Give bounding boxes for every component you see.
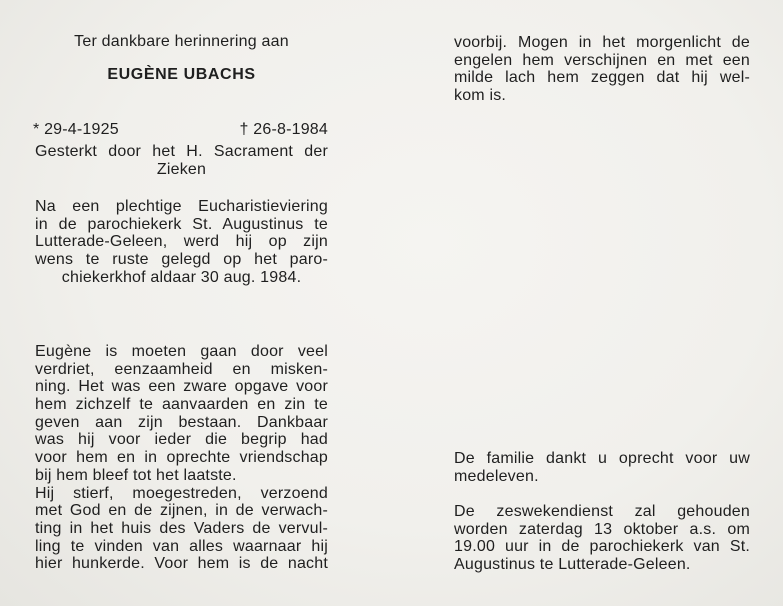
tribute-line: Eugène is moeten gaan door veel: [35, 343, 328, 360]
tribute-line: Hij stierf, moegestreden, verzoend: [35, 484, 328, 502]
funeral-line: Lutterade-Geleen, werd hij op zijn: [35, 233, 328, 251]
tribute-line: voor hem en in oprechte vriendschap: [35, 449, 328, 467]
tribute-continued-line: engelen hem verschijnen en met een: [454, 51, 750, 69]
dedication-text: Ter dankbare herinnering aan: [74, 33, 289, 50]
tribute-continued-paragraph: [454, 34, 750, 105]
tribute-line: geven aan zijn bestaan. Dankbaar: [35, 413, 328, 431]
funeral-paragraph: [35, 198, 328, 286]
tribute-line: ling te vinden van alles waarnaar hij: [35, 537, 328, 555]
tribute-line: ning. Het was een zware opgave voor: [35, 378, 328, 396]
thanks-line: De familie dankt u oprecht voor uw: [454, 450, 750, 467]
tribute-line: met God en de zijnen, in de verwach-: [35, 502, 328, 520]
funeral-line: chiekerkhof aldaar 30 aug. 1984.: [61, 268, 302, 286]
service-line: 19.00 uur in de parochiekerk van St.: [454, 538, 750, 556]
life-dates: [35, 121, 328, 139]
tribute-line: was hij voor ieder die begrip had: [35, 431, 328, 449]
name-block: [35, 66, 328, 84]
tribute-line: verdriet, eenzaamheid en misken-: [35, 360, 328, 378]
funeral-line: wens te ruste gelegd op het paro-: [35, 251, 328, 269]
funeral-line: in de parochiekerk St. Augustinus te: [35, 215, 328, 233]
thanks-line: medeleven.: [454, 467, 539, 485]
sacrament-line: Zieken: [156, 160, 207, 178]
deceased-name: EUGÈNE UBACHS: [107, 66, 256, 83]
tribute-line: hier hunkerde. Voor hem is de nacht: [35, 555, 328, 573]
tribute-continued-line: kom is.: [454, 87, 507, 105]
tribute-line: ting in het huis des Vaders de vervul-: [35, 519, 328, 537]
sacrament-line: Gesterkt door het H. Sacrament der: [35, 143, 328, 160]
tribute-paragraph: [35, 343, 328, 573]
dates-block: [35, 121, 328, 139]
birth-date: * 29-4-1925: [33, 121, 119, 138]
sacrament-block: [35, 143, 328, 178]
tribute-continued-line: milde lach hem zeggen dat hij wel-: [454, 69, 750, 87]
dedication-block: [35, 33, 328, 51]
service-line: De zeswekendienst zal gehouden: [454, 503, 750, 520]
tribute-continued-line: voorbij. Mogen in het morgenlicht de: [454, 34, 750, 51]
service-line: Augustinus te Lutterade-Geleen.: [454, 556, 691, 574]
death-date: † 26-8-1984: [239, 121, 328, 138]
service-paragraph: [454, 503, 750, 574]
thanks-paragraph: [454, 450, 750, 485]
service-line: worden zaterdag 13 oktober a.s. om: [454, 520, 750, 538]
tribute-line: hem zichzelf te aanvaarden en zin te: [35, 396, 328, 414]
tribute-line: bij hem bleef tot het laatste.: [35, 466, 237, 484]
funeral-line: Na een plechtige Eucharistieviering: [35, 198, 328, 215]
